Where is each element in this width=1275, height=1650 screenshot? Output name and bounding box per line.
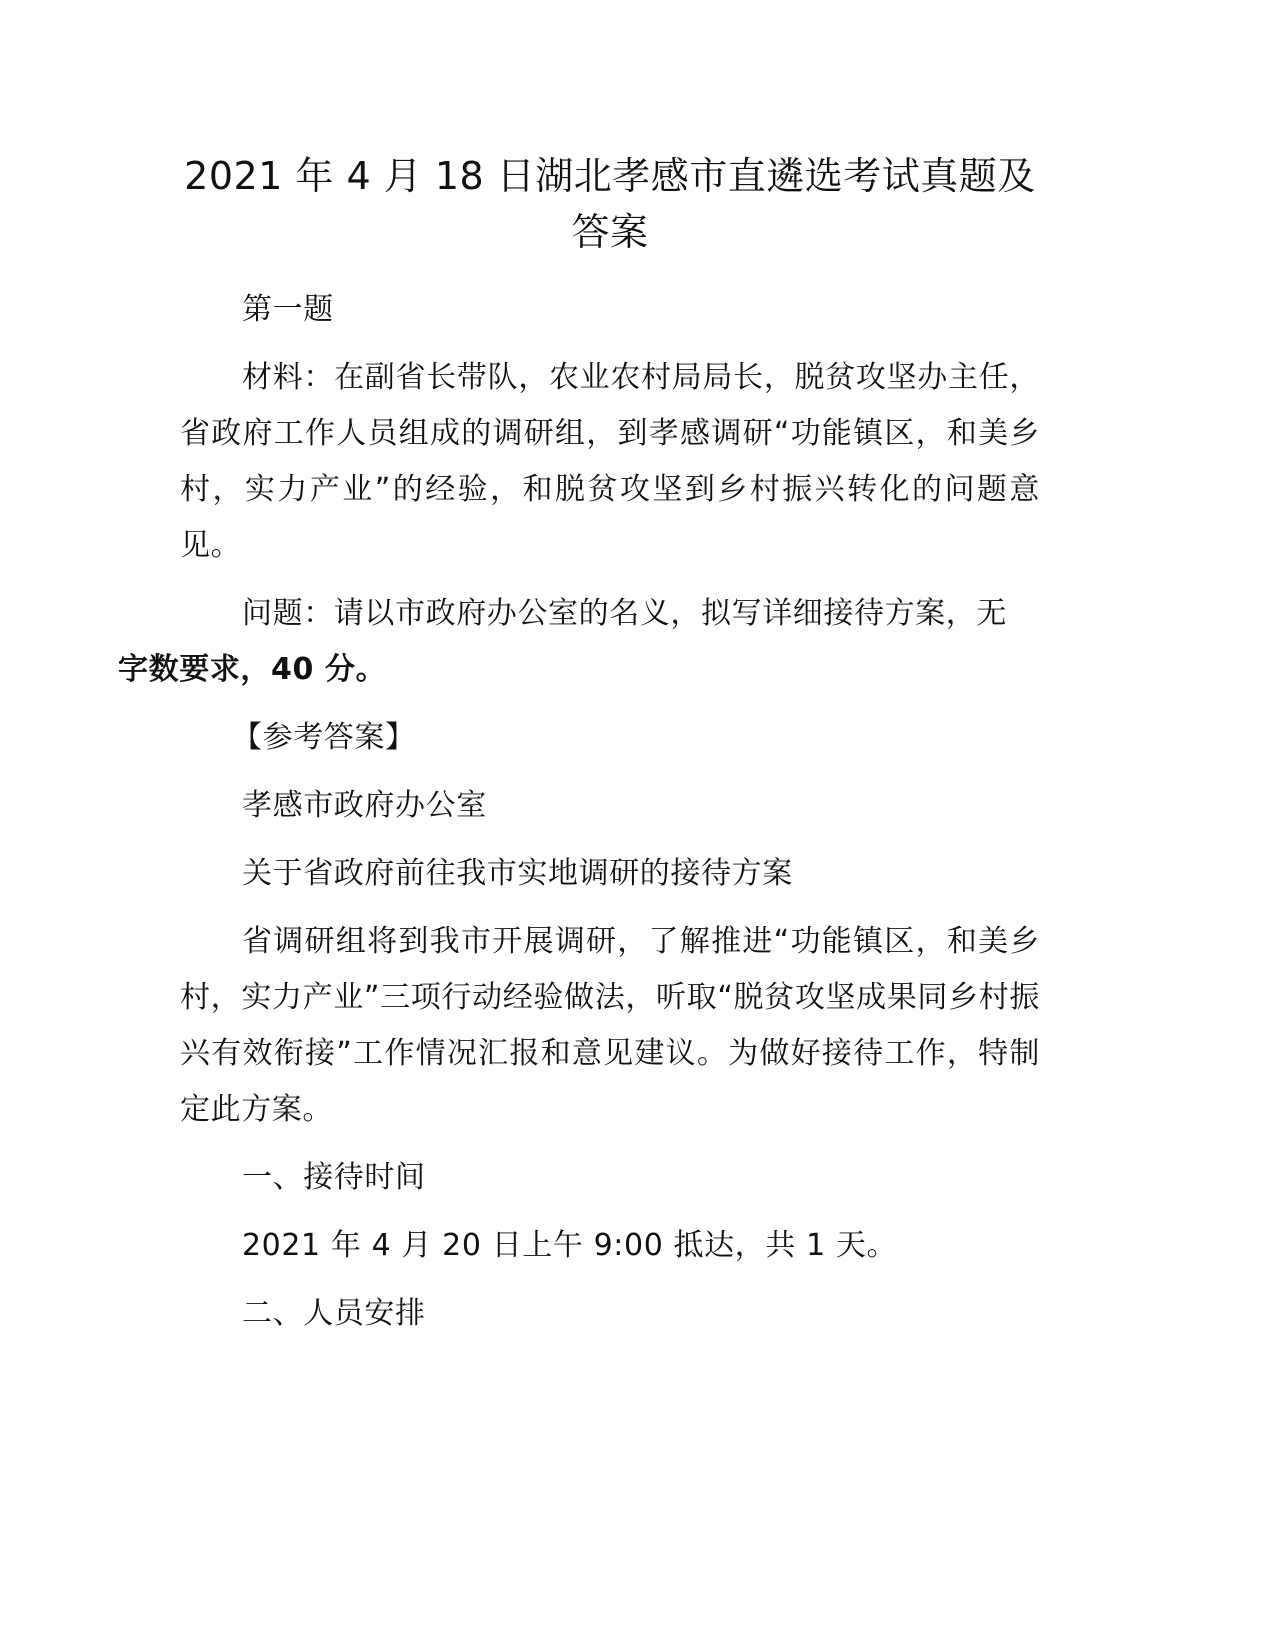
question-text: 问题：请以市政府办公室的名义，拟写详细接待方案，无 <box>242 596 1007 631</box>
intro-paragraph: 省调研组将到我市开展调研，了解推进“功能镇区，和美乡村，实力产业”三项行动经验做法，听取“脱贫攻坚成果同乡村振兴有效衔接”工作情况汇报和意见建议。为做好接待工作，特制定此方案。 <box>180 924 1040 1127</box>
question-heading: 第一题 <box>242 292 334 327</box>
material-paragraph: 材料：在副省长带队，农业农村局局长，脱贫攻坚办主任，省政府工作人员组成的调研组，到孝感调研“功能镇区，和美乡村，实力产业”的经验，和脱贫攻坚到乡村振兴转化的问题意见。 <box>180 360 1040 563</box>
answer-label: 【参考答案】 <box>232 720 416 755</box>
issuer-line: 孝感市政府办公室 <box>242 788 487 823</box>
section1-heading: 一、接待时间 <box>242 1160 426 1195</box>
document-title: 2021 年 4 月 18 日湖北孝感市直遴选考试真题及答案 <box>184 154 1036 254</box>
plan-title: 关于省政府前往我市实地调研的接待方案 <box>242 856 793 891</box>
question-requirement: 字数要求，40 分。 <box>118 652 387 687</box>
section1-content: 2021 年 4 月 20 日上午 9:00 抵达，共 1 天。 <box>242 1228 898 1263</box>
section2-heading: 二、人员安排 <box>242 1296 426 1331</box>
document-page <box>118 148 1040 1354</box>
question-paragraph <box>118 586 1040 698</box>
